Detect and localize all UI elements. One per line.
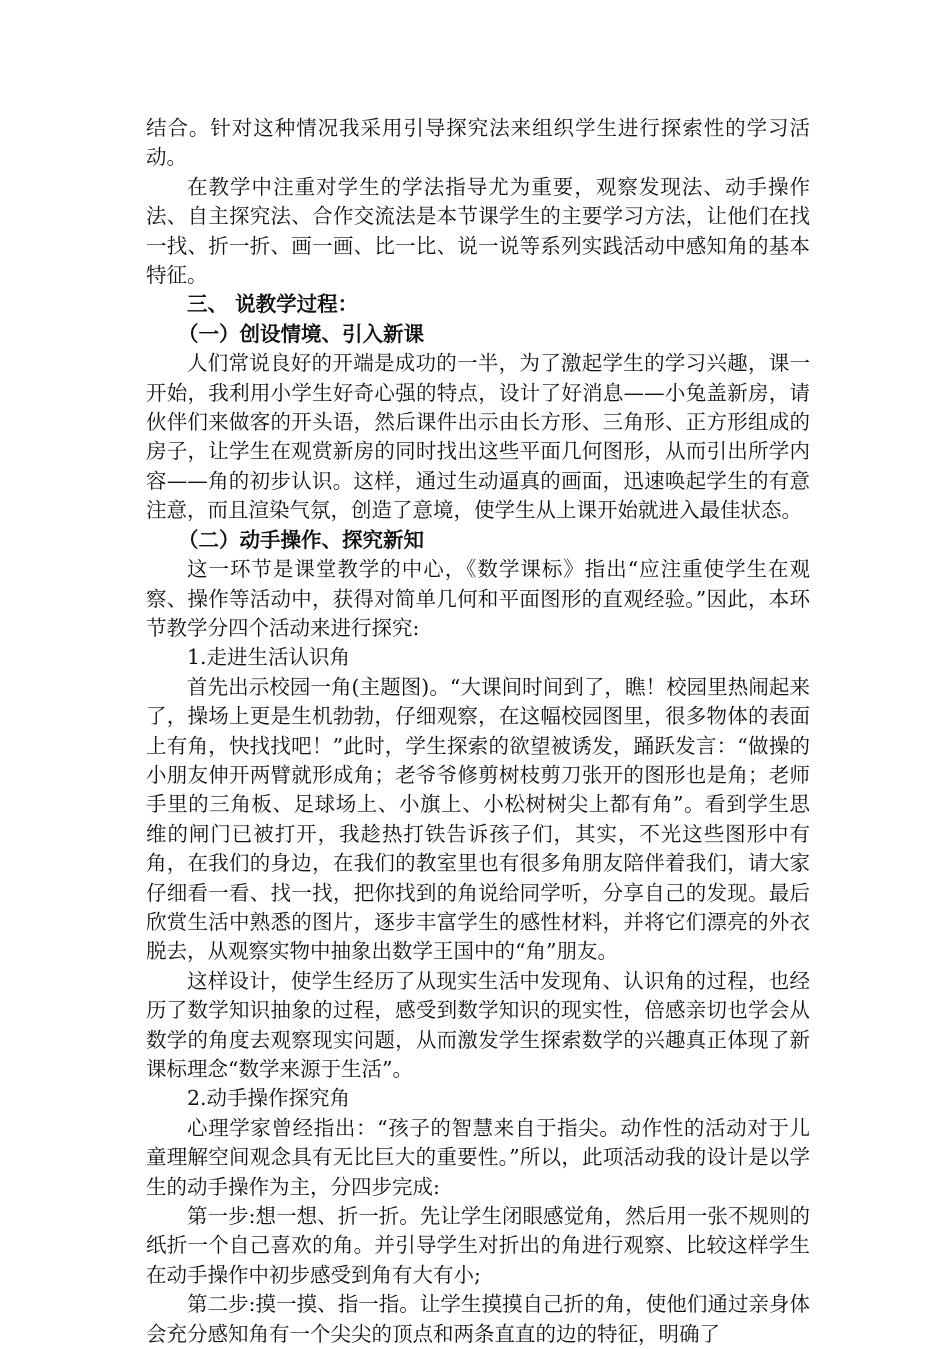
- paragraph-intro-continuation: 结合。针对这种情况我采用引导探究法来组织学生进行探索性的学习活动。: [146, 116, 810, 170]
- paragraph-intro-lesson: 人们常说良好的开端是成功的一半，为了激起学生的学习兴趣，课一开始，我利用小学生好奇心强的特点，设计了好消息——小兔盖新房，请伙伴们来做客的开头语，然后课件出示由长方形、三角形、正方形组成的房子，让学生在观赏新房的同时找出这些平面几何图形，从而引出所学内容——角的初步认识。这样，通过生动逼真的画面，迅速唤起学生的有意注意，而且渲染气氛，创造了意境，使学生从上课开始就进入最佳状态。: [146, 351, 810, 523]
- paragraph-core-section: 这一环节是课堂教学的中心，《数学课标》指出“应注重使学生在观察、操作等活动中，获得对简单几何和平面图形的直观经验。”因此，本环节教学分四个活动来进行探究:: [146, 557, 810, 640]
- section-heading-teaching-process: 三、 说教学过程：: [187, 292, 359, 317]
- subsection-heading-2: （二）动手操作、探究新知: [178, 527, 424, 552]
- document-page: [146, 114, 810, 1349]
- activity-heading-2: 2.动手操作探究角: [187, 1086, 351, 1111]
- paragraph-campus-scene: 首先出示校园一角(主题图)。“大课间时间到了，瞧！校园里热闹起来了，操场上更是生机勃勃，仔细观察，在这幅校园图里，很多物体的表面上有角，快找找吧！”此时，学生探索的欲望被诱发，踊跃发言：“做操的小朋友伸开两臂就形成角；老爷爷修剪树枝剪刀张开的图形也是角；老师手里的三角板、足球场上、小旗上、小松树树尖上都有角”。看到学生思维的闸门已被打开，我趁热打铁告诉孩子们，其实，不光这些图形中有角，在我们的身边，在我们的教室里也有很多角朋友陪伴着我们，请大家仔细看一看、找一找，把你找到的角说给同学听，分享自己的发现。最后欣赏生活中熟悉的图片，逐步丰富学生的感性材料，并将它们漂亮的外衣脱去，从观察实物中抽象出数学王国中的“角”朋友。: [146, 674, 810, 964]
- activity-heading-1: 1.走进生活认识角: [187, 645, 351, 670]
- paragraph-step-two: 第二步:摸一摸、指一指。让学生摸摸自己折的角，使他们通过亲身体会充分感知角有一个尖尖的顶点和两条直直的边的特征，明确了: [146, 1292, 810, 1346]
- paragraph-step-one: 第一步:想一想、折一折。先让学生闭眼感觉角，然后用一张不规则的纸折一个自己喜欢的角。并引导学生对折出的角进行观察、比较这样学生在动手操作中初步感受到角有大有小;: [146, 1204, 810, 1287]
- subsection-heading-1: （一）创设情境、引入新课: [178, 321, 424, 346]
- paragraph-design-rationale: 这样设计，使学生经历了从现实生活中发现角、认识角的过程，也经历了数学知识抽象的过程，感受到数学知识的现实性，倍感亲切也学会从数学的角度去观察现实问题，从而激发学生探索数学的兴趣真正体现了新课标理念“数学来源于生活”。: [146, 968, 810, 1081]
- paragraph-psychology-quote: 心理学家曾经指出：“孩子的智慧来自于指尖。动作性的活动对于儿童理解空间观念具有无比巨大的重要性。”所以，此项活动我的设计是以学生的动手操作为主，分四步完成:: [146, 1115, 810, 1199]
- paragraph-learning-methods: 在教学中注重对学生的学法指导尤为重要，观察发现法、动手操作法、自主探究法、合作交流法是本节课学生的主要学习方法，让他们在找一找、折一折、画一画、比一比、说一说等系列实践活动中感知角的基本特征。: [146, 174, 810, 288]
